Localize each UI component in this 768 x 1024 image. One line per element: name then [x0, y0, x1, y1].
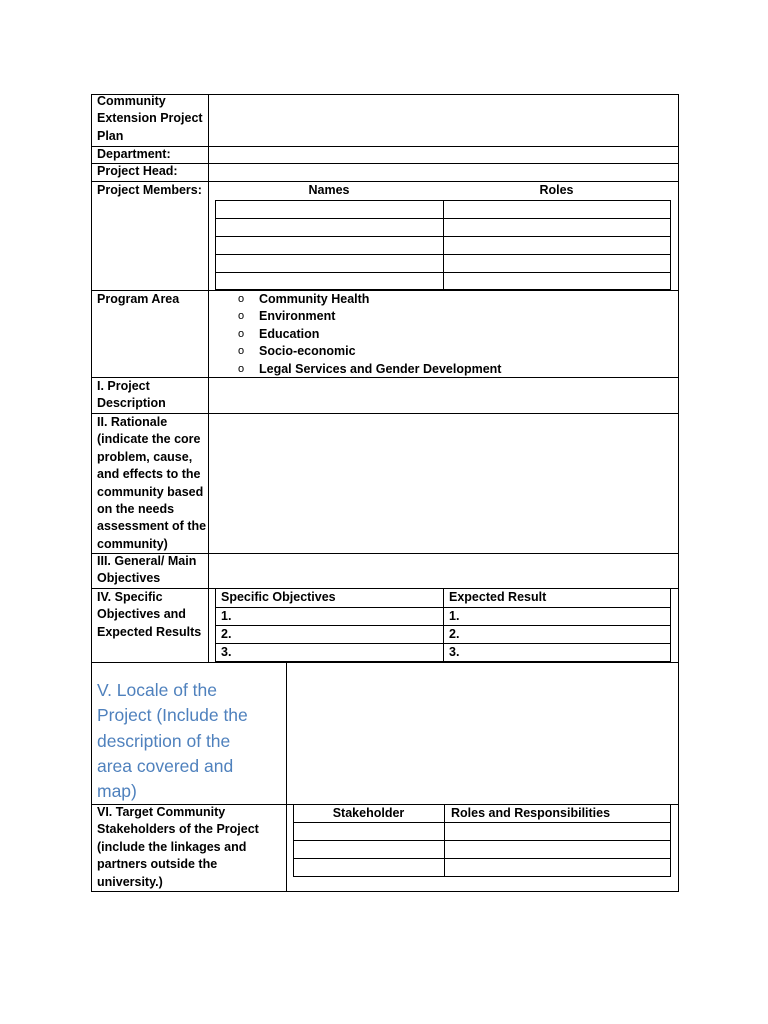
expected-result-3: 3.: [449, 645, 460, 659]
program-area-item: Legal Services and Gender Development: [259, 362, 502, 376]
row-divider: [91, 662, 679, 663]
column-divider: [286, 662, 287, 892]
roles-responsibilities-header: Roles and Responsibilities: [451, 806, 611, 820]
stakeholder-table-line: [293, 822, 670, 823]
bullet-icon: o: [238, 293, 245, 305]
stakeholder-header: Stakeholder: [332, 806, 405, 820]
program-area-label: Program Area: [97, 292, 180, 306]
roles-header: Roles: [539, 183, 574, 197]
bullet-icon: o: [238, 345, 245, 357]
form-right-border: [678, 94, 679, 892]
plan-label: Community Extension Project Plan: [97, 94, 203, 143]
specific-objectives-label: IV. Specific Objectives and Expected Results: [97, 590, 202, 639]
objectives-table-line: [215, 588, 216, 662]
project-description-label: I. Project Description: [97, 379, 166, 411]
program-area-item: Socio-economic: [259, 344, 356, 358]
target-community-label: VI. Target Community Stakeholders of the Project (include the linkages and partners outside the university.): [97, 805, 259, 889]
expected-result-header: Expected Result: [449, 590, 547, 604]
stakeholder-table-line: [293, 804, 294, 877]
specific-objective-1: 1.: [221, 609, 232, 623]
members-table-line: [215, 200, 216, 290]
expected-result-1: 1.: [449, 609, 460, 623]
objectives-table-line: [670, 588, 671, 662]
stakeholder-table-line: [444, 804, 445, 877]
members-table-line: [443, 200, 444, 290]
row-divider: [91, 146, 679, 147]
program-area-item: Education: [259, 327, 320, 341]
specific-objectives-header: Specific Objectives: [221, 590, 336, 604]
project-members-label: Project Members:: [97, 183, 202, 197]
bullet-icon: o: [238, 310, 245, 322]
program-area-item: Community Health: [259, 292, 370, 306]
bullet-icon: o: [238, 363, 245, 375]
project-head-label: Project Head:: [97, 164, 178, 178]
rationale-label: II. Rationale (indicate the core problem, cause, and effects to the community based on the needs assessment of the community): [97, 415, 207, 551]
expected-result-2: 2.: [449, 627, 460, 641]
specific-objective-2: 2.: [221, 627, 232, 641]
department-label: Department:: [97, 147, 171, 161]
stakeholder-table-line: [293, 876, 670, 877]
form-left-border: [91, 94, 92, 892]
program-area-item: Environment: [259, 309, 336, 323]
bullet-icon: o: [238, 328, 245, 340]
general-objectives-label: III. General/ Main Objectives: [97, 554, 197, 586]
members-table-line: [670, 200, 671, 290]
column-divider: [208, 94, 209, 663]
stakeholder-table-line: [293, 840, 670, 841]
form-bottom-border: [91, 891, 679, 892]
objectives-table-line: [443, 588, 444, 662]
row-divider: [91, 163, 679, 164]
locale-label: V. Locale of the Project (Include the description of the area covered and map): [97, 680, 248, 802]
names-header: Names: [308, 183, 350, 197]
stakeholder-table-line: [293, 858, 670, 859]
stakeholder-table-line: [670, 804, 671, 877]
specific-objective-3: 3.: [221, 645, 232, 659]
